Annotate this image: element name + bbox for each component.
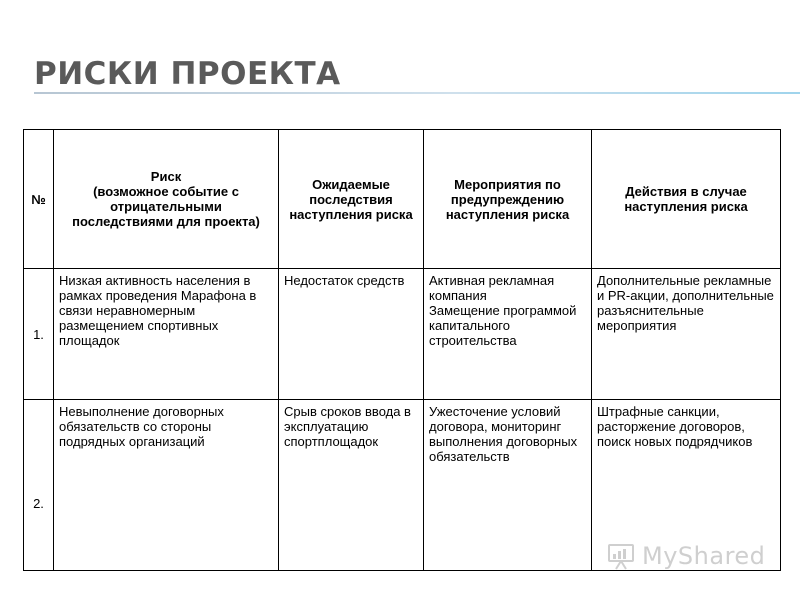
row-num: 1. <box>24 269 54 400</box>
row-prevention: Активная рекламная компания Замещение программой капитального строительства <box>424 269 592 400</box>
row-consequences: Недостаток средств <box>279 269 424 400</box>
header-prevention: Мероприятия по предупреждению наступления риска <box>424 130 592 269</box>
header-risk: Риск (возможное событие с отрицательными последствиями для проекта) <box>54 130 279 269</box>
row-risk: Низкая активность населения в рамках проведения Марафона в связи неравномерным размещением спортивных площадок <box>54 269 279 400</box>
table-row <box>24 269 781 400</box>
row-risk: Невыполнение договорных обязательств со стороны подрядных организаций <box>54 400 279 571</box>
table-header-row <box>24 130 781 269</box>
row-actions: Дополнительные рекламные и PR-акции, дополнительные разъяснительные мероприятия <box>592 269 781 400</box>
presentation-board-icon <box>606 541 636 571</box>
slide-title: РИСКИ ПРОЕКТА <box>34 56 341 92</box>
header-consequences: Ожидаемые последствия наступления риска <box>279 130 424 269</box>
row-actions: Штрафные санкции, расторжение договоров, поиск новых подрядчиков <box>592 400 781 571</box>
watermark-text: MyShared <box>642 542 766 570</box>
header-actions: Действия в случае наступления риска <box>592 130 781 269</box>
watermark-logo <box>606 540 765 572</box>
row-prevention: Ужесточение условий договора, мониторинг выполнения договорных обязательств <box>424 400 592 571</box>
title-underline <box>34 92 800 94</box>
risks-table <box>23 129 781 571</box>
header-num: № <box>24 130 54 269</box>
row-num: 2. <box>24 400 54 571</box>
row-consequences: Срыв сроков ввода в эксплуатацию спортплощадок <box>279 400 424 571</box>
